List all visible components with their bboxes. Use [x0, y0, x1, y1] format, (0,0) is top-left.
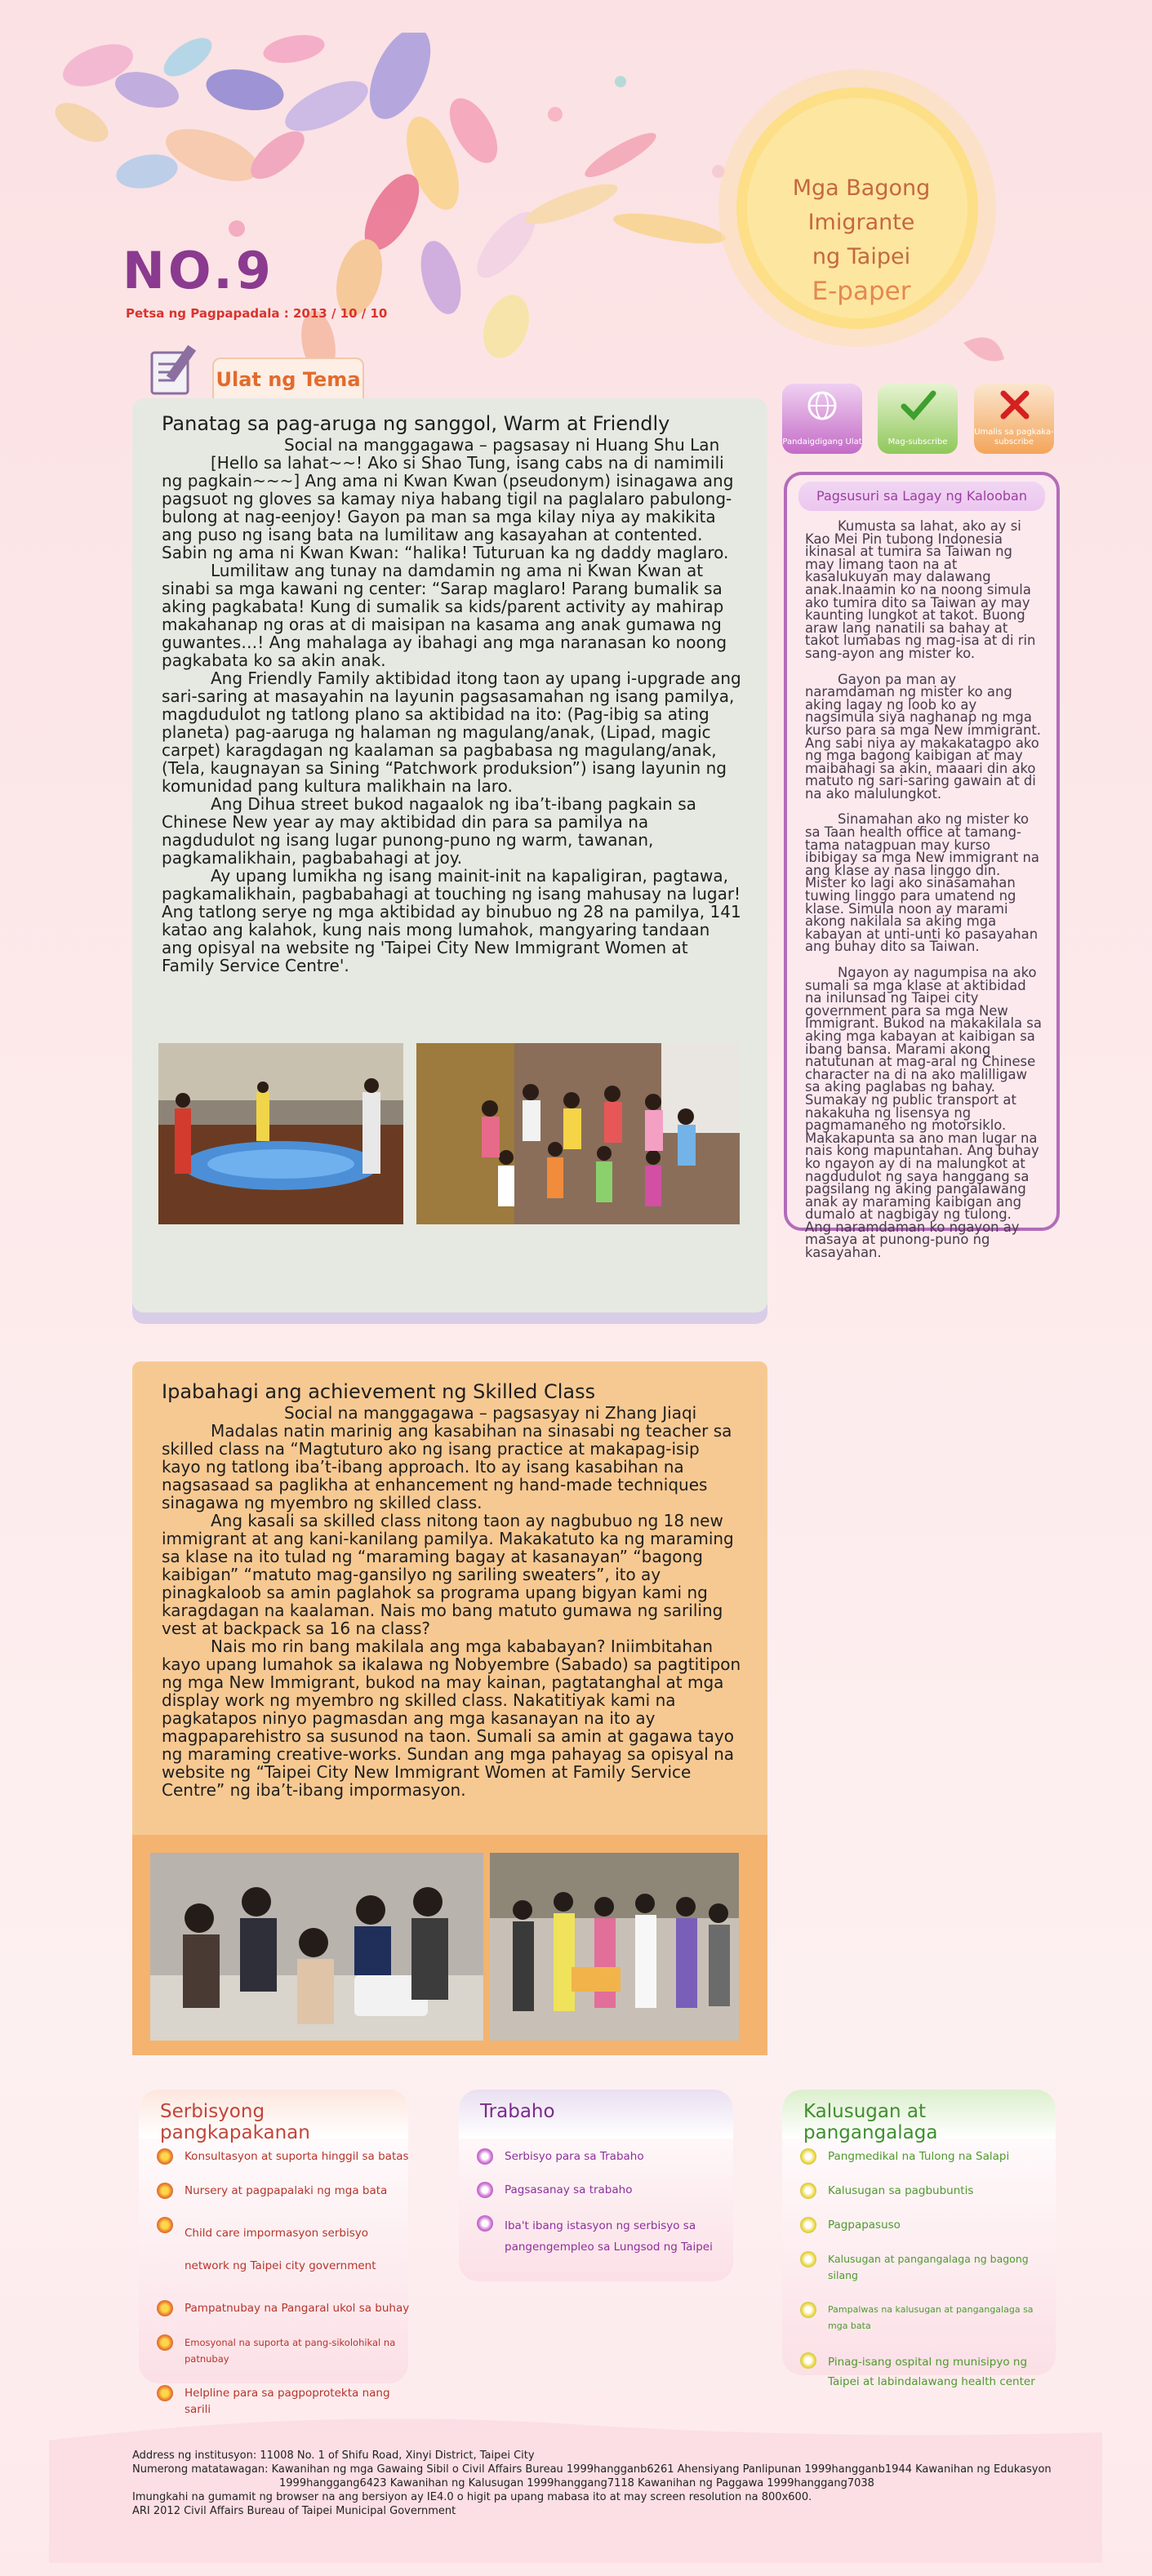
menu-link[interactable] — [800, 2148, 1056, 2165]
menu-link-label: Serbisyo para sa Trabaho — [505, 2150, 644, 2163]
menu-link-label: Pagpapasuso — [828, 2218, 901, 2232]
flower-bullet-icon — [800, 2352, 816, 2369]
flower-bullet-icon — [800, 2183, 816, 2199]
menu-link[interactable] — [477, 2215, 717, 2258]
emotional-paragraph: Sinamahan ako ng mister ko sa Taan health office at tamang-tama natagpuan may kurso ibibigay sa mga New immigrant na ang klase ay nasa linggo din. Mister ko lagi ako sinasamahan tuwing linggo para umatend ng klase. Simula noon ay marami akong nakilala sa aking mga kabayan at unti-unti ko pasayahan ang buhay dito sa Taiwan. — [805, 811, 1039, 955]
menu-link-label: Pangmedikal na Tulong na Salapi — [828, 2150, 1010, 2163]
flower-bullet-icon — [157, 2148, 173, 2165]
feature-article-card — [132, 398, 767, 1312]
feature-paragraph: Lumilitaw ang tunay na damdamin ng ama ni Kwan Kwan at sinabi sa mga kawani ng center: “Sarap maglaro! Parang bumalik sa aking pagkabata! Kung di sumalik sa kids/parent activity ay mahirap makahanap ng oras at di maisipan na kasama ang anak gumawa ng guwantes…! Ang mahalaga ay ibahagi ang mga naranasan ko noong pagkabata ko sa akin anak. — [162, 561, 727, 670]
sewing-class-photo — [150, 1853, 483, 2041]
footer-address: Address ng institusyon: 11008 No. 1 of Shifu Road, Xinyi District, Taipei City — [132, 2449, 535, 2462]
menu-link[interactable] — [157, 2148, 413, 2165]
flower-bullet-icon — [800, 2302, 816, 2318]
menu-link[interactable] — [800, 2352, 1040, 2392]
menu-link[interactable] — [477, 2148, 717, 2165]
menu-link[interactable] — [800, 2302, 1056, 2334]
feature-paragraph: Ang Friendly Family aktibidad itong taon ay upang i-upgrade ang sari-saring at masayahin na layunin pagsasamahan ng isang pamilya, magdudulot ng tatlong plano sa aktibidad na ito: (Pag-ibig sa ating planeta) pag-aaruga ng halaman ng magulang/anak, (Lipad, magic carpet) karagdagan ng kaalaman sa pagbabasa ng magulang/anak, (Tela, kaugnayan sa Sining “Patchwork produksion”) isang layunin ng komunidad pang kultura malikhain na laro. — [162, 668, 741, 796]
emotional-check-text — [805, 520, 1042, 1272]
skilled-article-byline: Social na manggagawa – pagsasyay ni Zhang Jiaqi — [284, 1403, 697, 1423]
skilled-paragraph: Ang kasali sa skilled class nitong taon ay nagbubuo ng 18 new immigrant at ang kani-kanilang pamilya. Makakatuto ka ng maraming sa klase na ito tulad ng “maraming bagay at kasanayan” “bagong kaibigan” “matuto mag-gansilyo ng sariling sweaters”, ito ay pinagkaloob sa amin paglahok sa programa upang bigyan kami ng karagdagan na kaalaman. Nais mo bang matuto gumawa ng sariling vest at backpack sa 16 na class? — [162, 1511, 734, 1638]
emotional-paragraph: Kumusta sa lahat, ako ay si Kao Mei Pin tubong Indonesia ikinasal at tumira sa Taiwan ng may limang taon na at kasalukuyan may dalawang anak.Inaamin ko na noong simula ako tumira dito sa Taiwan ay may kaunting lungkot at takot. Buong araw lang nanatili sa bahay at takot lumabas ng mag-isa at di rin sang-ayon ang mister ko. — [805, 518, 1036, 661]
title-line-2: ng Taipei — [812, 244, 911, 269]
skilled-class-photo-strip — [132, 1835, 767, 2055]
social-welfare-list — [157, 2148, 413, 2436]
flower-bullet-icon — [157, 2385, 173, 2401]
menu-link-label: Kalusugan sa pagbubuntis — [828, 2184, 974, 2197]
menu-link-label: Nursery at pagpapalaki ng mga bata — [185, 2184, 388, 2197]
menu-link-label: Pinag-isang ospital ng munisipyo ng Taipei at labindalawang health center — [828, 2356, 1035, 2388]
work-menu-header — [459, 2090, 733, 2139]
work-menu — [459, 2090, 733, 2281]
skilled-paragraph: Nais mo rin bang makilala ang mga kababayan? Iniimbitahan kayo upang lumahok sa ikalawa ng Nobyembre (Sabado) sa pagtitipon ng mga New Immigrant, bukod na may kainan, pagtatanghal at mga display work ng myembro ng skilled class. Nakatitiyak kami na pagkatapos ninyo pagmasdan ang mga kasanayan na ito ay magpaparehistro sa susunod na taon. Sumali sa amin at gagawa tayo ng maraming creative-works. Sundan ang mga pahayag sa opisyal na website ng “Taipei City New Immigrant Women at Family Service Centre” ng iba’t-ibang impormasyon. — [162, 1637, 741, 1800]
flower-bullet-icon — [157, 2334, 173, 2351]
social-welfare-menu-header — [139, 2090, 408, 2143]
work-menu-title: Trabaho — [480, 2101, 555, 2122]
check-icon — [901, 389, 936, 421]
work-list — [477, 2148, 717, 2275]
petal-cluster — [49, 33, 727, 378]
menu-link-label: Iba't ibang istasyon ng serbisyo sa pangengempleo sa Lungsod ng Taipei — [505, 2219, 713, 2254]
health-list — [800, 2148, 1056, 2409]
emotional-check-box — [784, 472, 1060, 1261]
pencil-notepad-icon — [147, 341, 204, 398]
menu-link[interactable] — [800, 2217, 1056, 2233]
social-welfare-menu-title: Serbisyong pangkapakanan — [160, 2101, 310, 2143]
x-icon — [999, 389, 1031, 421]
health-menu-title: Kalusugan at pangangalaga — [803, 2101, 938, 2143]
emotional-paragraph: Ngayon ay nagumpisa na ako sumali sa mga klase at aktibidad na inilunsad ng Taipei city government para sa mga New Immigrant. Bukod na makakilala sa aking mga kabayan at kaibigan sa ibang bansa. Marami akong natutunan at mag-aral ng Chinese character na di na ako malilligaw sa aking paglabas ng bahay. Sumakay ng public transport at nakakuha ng lisensya ng pagmamaneho ng motorsiklo. Makakapunta sa ano man lugar na nais kong mapuntahan. Ang buhay ko ngayon ay di na malungkot at nagdudulot ng saya hanggang sa pagsilang ng aking pangalawang anak ay maraming kaibigan ang dumalo at nagbigay ng tulong. Ang naramdaman ko ngayon ay masaya at punong-puno ng kasayahan. — [805, 965, 1042, 1261]
footer-browser-note: Imungkahi na gumamit ng browser na ang bersiyon ay IE4.0 o higit pa upang mabasa ito at may screen resolution na 800x600. — [132, 2491, 812, 2503]
menu-link-label: Pampatnubay na Pangaral ukol sa buhay — [185, 2302, 410, 2315]
feature-article-title: Panatag sa pag-aruga ng sanggol, Warm at Friendly — [162, 412, 670, 435]
footer-copyright: ARI 2012 Civil Affairs Bureau of Taipei Municipal Government — [132, 2505, 456, 2517]
emotional-check-title: Pagsusuri sa Lagay ng Kalooban — [798, 482, 1045, 511]
epaper-title — [739, 171, 984, 309]
unsubscribe-button[interactable] — [974, 384, 1054, 454]
title-line-3: E-paper — [812, 277, 911, 306]
feature-paragraph: Ay upang lumikha ng isang mainit-init na kapaligiran, pagtawa, pagkamalikhain, pagbabahagi at touching ng isang mahusay na lugar! Ang tatlong serye ng mga aktibidad ay binubuo ng 28 na pamilya, 141 katao ang kalahok, kung nais mong lumahok, mangyaring tandaan ang opisyal na website ng 'Taipei City New Immigrant Women at Family Service Centre'. — [162, 866, 741, 975]
unsubscribe-label: Umalis sa pagkaka-subscribe — [974, 428, 1054, 446]
flower-bullet-icon — [477, 2182, 493, 2198]
menu-link-label: Helpline para sa pagpoprotekta nang sarili — [185, 2387, 390, 2416]
flower-bullet-icon — [800, 2217, 816, 2233]
globe-icon — [807, 390, 838, 421]
tab-feature-report-label: Ulat ng Tema — [216, 368, 361, 391]
menu-link-label: Pagsasanay sa trabaho — [505, 2183, 633, 2196]
activity-photo-group — [416, 1043, 740, 1224]
footer — [132, 2449, 1052, 2518]
skilled-class-article — [162, 1379, 743, 1799]
flower-bullet-icon — [800, 2148, 816, 2165]
subscribe-button[interactable] — [878, 384, 958, 454]
menu-link[interactable] — [800, 2251, 1056, 2284]
world-report-label: Pandaigdigang Ulat — [782, 437, 862, 446]
publish-date: Petsa ng Pagpapadala : 2013 / 10 / 10 — [126, 306, 388, 321]
menu-link[interactable] — [157, 2334, 413, 2367]
menu-link-label: Kalusugan at pangangalaga ng bagong silang — [828, 2253, 1029, 2281]
title-line-1: Mga Bagong Imigrante — [792, 175, 931, 235]
subscribe-label: Mag-subscribe — [887, 437, 948, 446]
health-menu — [782, 2090, 1056, 2388]
feature-paragraph: [Hello sa lahat~~! Ako si Shao Tung, isang cabs na di namimili ng pagkain~~~] Ang ama ni Kwan Kwan (pseudonym) isinagawa ang pagsuot ng gloves sa kamay niya habang tigil na paglalaro pabulong-bulong at nag-eenjoy! Gayon pa man sa mga kilay niya ay makikita ang puso ng isang bata na lumilitaw ang kasayahan at contented. Sabin ng ama ni Kwan Kwan: “halika! Tuturuan ka ng daddy maglaro. — [162, 453, 734, 562]
health-menu-header — [782, 2090, 1056, 2143]
feature-article — [162, 411, 743, 975]
skilled-paragraph: Madalas natin marinig ang kasabihan na sinasabi ng teacher sa skilled class na “Magtuturo ako ng isang practice at makapag-isip kayo ng tatlong iba’t-ibang approach. Ito ay isang kasabihan na nagsasaad sa paglikha at enhancement ng hand-made techniques sinagawa ng myembro ng skilled class. — [162, 1421, 732, 1512]
emotional-paragraph: Gayon pa man ay naramdaman ng mister ko ang aking lagay ng loob ko ay nagsimula siya naghanap ng mga kurso para sa mga New immigrant. Ang sabi niya ay makakatagpo ako ng mga bagong kaibigan at may maibahagi sa akin, maaari din ako matuto ng sari-saring gawain at di na ako malulungkot. — [805, 671, 1041, 802]
issue-number: NO.9 — [122, 241, 274, 300]
social-welfare-menu — [139, 2090, 410, 2416]
flower-bullet-icon — [477, 2215, 493, 2232]
flower-bullet-icon — [800, 2251, 816, 2267]
menu-link-label: Emosyonal na suporta at pang-sikolohikal na patnubay — [185, 2337, 396, 2365]
feature-article-byline: Social na manggagawa – pagsasay ni Huang Shu Lan — [284, 435, 720, 455]
tab-feature-report[interactable] — [212, 358, 364, 400]
menu-link[interactable] — [477, 2182, 717, 2198]
menu-link[interactable] — [157, 2217, 413, 2282]
menu-link-label: Pampalwas na kalusugan at pangangalaga sa mga bata — [828, 2304, 1034, 2331]
footer-phone-continued: 1999hanggang6423 Kawanihan ng Kalusugan 1999hanggang7118 Kawanihan ng Paggawa 1999hanggang7038 — [279, 2477, 874, 2489]
flower-bullet-icon — [157, 2300, 173, 2316]
menu-link-label: Konsultasyon at suporta hinggil sa batas — [185, 2150, 409, 2163]
flower-bullet-icon — [477, 2148, 493, 2165]
flower-bullet-icon — [157, 2183, 173, 2199]
menu-link[interactable] — [157, 2183, 413, 2199]
world-report-button[interactable] — [782, 384, 862, 454]
menu-link[interactable] — [157, 2300, 413, 2316]
flower-bullet-icon — [157, 2217, 173, 2233]
menu-link[interactable] — [800, 2183, 1056, 2199]
feature-paragraph: Ang Dihua street bukod nagaalok ng iba’t-ibang pagkain sa Chinese New year ay may aktibidad din para sa pamilya na nagdudulot ng isang lugar punong-puno ng warm, tawanan, pagkamalikhain, pagbabahagi at joy. — [162, 794, 696, 868]
footer-phone: Numerong matatawagan: Kawanihan ng mga Gawaing Sibil o Civil Affairs Bureau 1999hangganb6261 Ahensiyang Panlipunan 1999hangganb1944 Kawanihan ng Edukasyon — [132, 2463, 1052, 2476]
skilled-class-group-photo — [490, 1853, 739, 2041]
skilled-article-title: Ipabahagi ang achievement ng Skilled Class — [162, 1380, 596, 1403]
activity-photo-parachute — [158, 1043, 403, 1224]
menu-link-label: Child care impormasyon serbisyo network ng Taipei city government — [185, 2227, 376, 2272]
